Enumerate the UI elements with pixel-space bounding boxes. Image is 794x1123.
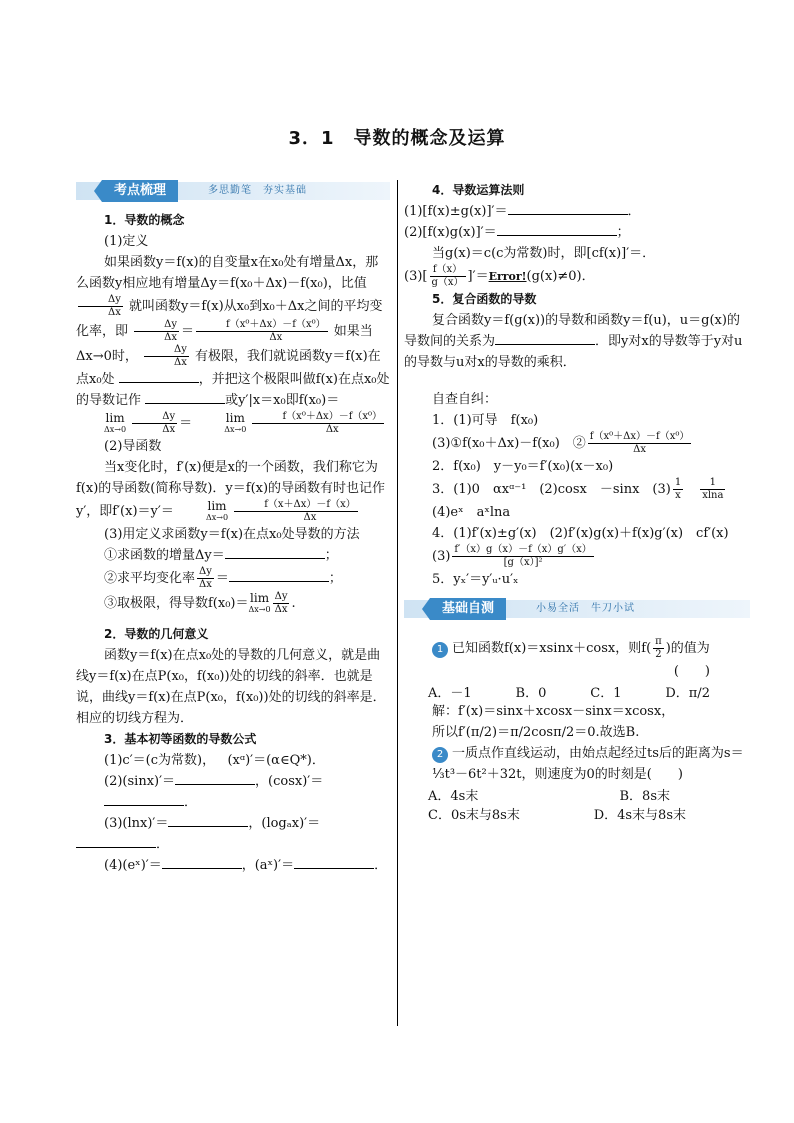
answer-3 — [404, 477, 750, 502]
quotient-fraction — [430, 264, 466, 289]
frac-den: Δx — [108, 307, 121, 318]
derived-function-text — [76, 457, 390, 524]
def-text-4: 有极限，我们就说函数y＝f(x)在点x₀处 — [76, 349, 381, 387]
method-step-3: ③取极限，得导数f(x₀)＝ lim Δx→0 $\frac{\Delta y}{\Delta x}$ . — [104, 590, 296, 615]
answer-4b — [404, 544, 750, 569]
frac-num: Δy — [199, 566, 212, 577]
question-2 — [404, 743, 750, 785]
method-step-2: ②求平均变化率 $\frac{\Delta y}{\Delta x}$ ＝ ； — [104, 566, 342, 590]
answer-text: (3)①f(x₀＋Δx)－f(x₀) ② — [432, 436, 586, 451]
def-text-2: 就叫函数y＝f(x)从x₀到x₀＋Δx之间的平均变化率，即 — [76, 299, 383, 339]
rule-text: (1)[f(x)±g(x)]′＝ — [404, 204, 508, 219]
answer-4: 4．(1)f′(x)±g′(x) (2)f′(x)g(x)＋f(x)g′(x) cf′(x) — [432, 526, 729, 541]
option-b[interactable]: B．0 — [515, 686, 547, 701]
question-number-badge: 2 — [432, 747, 448, 763]
answer-paren: ( ) — [673, 664, 710, 679]
formula-text: (2)(sinx)′＝ — [104, 774, 176, 789]
answer-3b: (4)eˣ aˣlna — [432, 505, 511, 520]
formula-row-2: (2)(sinx)′＝ ，(cosx)′＝． — [104, 774, 324, 810]
frac-num: 1 — [700, 477, 725, 490]
q1-solution-2: 所以f′(π/2)＝π/2cosπ/2＝0.故选B. — [432, 725, 640, 740]
eq-rhs-fraction — [196, 319, 328, 344]
lim-text: lim — [105, 410, 125, 425]
q2-options-row-1 — [404, 785, 750, 804]
heading-rules: 4．导数运算法则 — [432, 183, 525, 197]
option-c[interactable]: C．0s末与8s末 — [428, 808, 520, 823]
rule-text: ′＝ — [472, 269, 489, 284]
fill-blank[interactable] — [145, 391, 225, 404]
frac-num: Δy — [78, 294, 123, 307]
lim-sub: Δx→0 — [248, 604, 271, 614]
limit-symbol — [196, 412, 246, 436]
answer-1b — [404, 431, 750, 456]
heading-geometric-meaning: 2．导数的几何意义 — [104, 627, 209, 641]
q2-options-row-2 — [404, 804, 750, 823]
answer-text: (3) — [432, 549, 451, 564]
frac-num: 1 — [674, 477, 682, 488]
fill-blank[interactable] — [497, 223, 617, 236]
frac-den: Δx — [162, 424, 176, 435]
lim-text: lim — [250, 590, 270, 605]
limit-symbol — [76, 412, 126, 436]
lim-text: lim — [207, 498, 227, 513]
heading-composite: 5．复合函数的导数 — [432, 292, 537, 306]
check-title: 自查自纠： — [432, 392, 498, 407]
formula-text: (xᵅ)′＝(α∈Q*)． — [227, 753, 325, 768]
question-text: )的值为 — [665, 641, 710, 656]
limit-symbol — [178, 500, 228, 524]
rule-text: (g(x)≠0)． — [526, 269, 595, 284]
answer-fraction — [673, 477, 683, 502]
ratio-fraction-2 — [144, 344, 189, 369]
frac-num: f（x⁰＋Δx）－f（x⁰） — [589, 431, 690, 442]
fill-blank[interactable] — [508, 202, 628, 215]
fill-blank[interactable] — [225, 546, 325, 559]
frac-num: Δy — [134, 319, 179, 332]
formula-text: ，(aˣ)′＝ — [241, 858, 295, 873]
question-number-badge: 1 — [432, 642, 448, 658]
formula-row-4: (4)(eˣ)′＝ ，(aˣ)′＝ ． — [104, 858, 388, 873]
step-text: ②求平均变化率 — [104, 571, 196, 586]
page-title: 3．1 导数的概念及运算 — [288, 128, 506, 149]
frac-num: π — [655, 636, 662, 647]
ratio-fraction-3 — [132, 411, 177, 436]
derived-fraction — [234, 499, 358, 524]
answer-5: 5．yₓ′＝y′ᵤ·u′ₓ — [432, 572, 519, 587]
frac-den: g（x） — [431, 277, 464, 288]
fill-blank[interactable] — [495, 332, 595, 345]
answer-fraction — [452, 544, 593, 569]
frac-num: f（x） — [430, 264, 466, 277]
fill-blank[interactable] — [76, 835, 156, 848]
option-c[interactable]: C．1 — [590, 686, 622, 701]
rule-3: (3)[ $\frac{f(x)}{g(x)}$ ]′＝Error!(g(x)≠0)． — [404, 264, 595, 288]
frac-den: 2 — [655, 649, 662, 660]
frac-den: Δx — [274, 604, 288, 615]
step-text: ③取极限，得导数f(x₀)＝ — [104, 596, 249, 611]
option-b[interactable]: B．8s末 — [619, 789, 670, 804]
fill-blank[interactable] — [168, 814, 248, 827]
formula-row-3 — [76, 813, 390, 834]
subheading-method: (3)用定义求函数y＝f(x)在点x₀处导数的方法 — [104, 527, 360, 542]
derived-text: 当x变化时，f′(x)便是x的一个函数，我们称它为f(x)的导函数(简称导数)．y＝f(x)的导函数有时也记作y′，即f′(x)＝y′＝ — [76, 460, 386, 519]
heading-formulas: 3．基本初等函数的导数公式 — [104, 732, 257, 746]
frac-den: [g（x）]² — [503, 557, 543, 568]
q1-solution: 解：f′(x)＝sinx＋xcosx－sinx＝xcosx， — [432, 704, 675, 719]
frac-den: Δx — [174, 357, 187, 368]
ratio-fraction — [273, 591, 290, 616]
ratio-fraction — [78, 294, 123, 319]
frac-num: f′（x）g（x）－f（x）g′（x） — [454, 544, 592, 555]
rule-1: (1)[f(x)±g(x)]′＝ ． — [404, 204, 641, 219]
error-placeholder: Error! — [488, 270, 527, 283]
frac-den: Δx — [325, 424, 339, 435]
def-text-5: ，并把这个极限叫做f(x)在点x₀处的导数记作 — [76, 372, 390, 408]
fill-blank[interactable] — [162, 856, 242, 869]
lim-sub: Δx→0 — [224, 424, 247, 434]
def-text-6: 或y′|x＝x₀即f(x₀)＝ — [225, 393, 340, 408]
section-banner-jichu — [404, 598, 750, 620]
frac-den: Δx — [164, 332, 178, 343]
option-d[interactable]: D．4s末与8s末 — [593, 808, 686, 823]
lim-sub: Δx→0 — [104, 424, 127, 434]
banner-tag: 考点梳理 — [102, 180, 178, 202]
ratio-fraction — [197, 566, 214, 591]
question-1 — [404, 636, 750, 661]
frac-num: f（x⁰＋Δx）－f（x⁰） — [252, 411, 384, 424]
formula-row-3b: ． — [76, 834, 390, 855]
frac-num: f（x＋Δx）－f（x） — [234, 499, 358, 512]
frac-num: Δy — [274, 591, 288, 602]
fill-blank[interactable] — [175, 772, 255, 785]
formula-text: ，(cosx)′＝ — [255, 774, 324, 789]
rule-2b: 当g(x)＝c(c为常数)时，即[cf(x)]′＝． — [432, 246, 656, 261]
answer-fraction — [700, 477, 725, 502]
q1-options — [404, 682, 750, 701]
frac-den: Δx — [303, 512, 317, 523]
frac-num: f（x⁰＋Δx）－f（x⁰） — [196, 319, 328, 332]
fill-blank[interactable] — [229, 569, 329, 582]
composite-text-1: 复合函数y＝f(g(x))的导数和函数y＝f(u)，u＝g(x)的导数间的关系为 — [404, 313, 740, 349]
method-step-1: ①求函数的增量Δy＝ ； — [104, 548, 338, 563]
option-a[interactable]: A．4s末 — [428, 789, 479, 804]
limit-symbol — [249, 592, 271, 616]
formula-text: ，(logₐx)′＝ — [248, 816, 321, 831]
banner-motto: 小易全活 牛刀小试 — [536, 603, 635, 614]
answer-2: 2．f(x₀) y－y₀＝f′(x₀)(x－x₀) — [432, 459, 614, 474]
eq-rhs-fraction-2 — [252, 411, 384, 436]
step-text: ①求函数的增量Δy＝ — [104, 548, 225, 563]
heading-derivative-concept: 1．导数的概念 — [104, 213, 185, 227]
rule-text: (3) — [404, 269, 423, 284]
rule-2: (2)[f(x)g(x)]′＝ ； — [404, 225, 630, 240]
frac-den: Δx — [269, 332, 283, 343]
eq-lhs-fraction — [134, 319, 179, 344]
def-text-1: 如果函数y＝f(x)的自变量x在x₀处有增量Δx，那么函数y相应地有增量Δy＝f(x₀＋Δx)－f(x₀)，比值 — [76, 255, 379, 291]
banner-tag: 基础自测 — [430, 598, 506, 620]
lim-sub: Δx→0 — [205, 512, 229, 522]
question-text: 一质点作直线运动，由始点起经过ts后的距离为s＝⅓t³－6t²＋32t，则速度为0的时刻是( ) — [432, 746, 744, 782]
option-a[interactable]: A．－1 — [428, 686, 472, 701]
composite-text — [404, 310, 750, 373]
formula-text: (1)c′＝(c为常数)， — [104, 753, 216, 768]
left-column — [76, 180, 390, 876]
answer-text: 3．(1)0 αxᵅ⁻¹ (2)cosx －sinx (3) — [432, 482, 671, 497]
def-text-3: 如果当Δx→0时， — [76, 324, 373, 364]
formula-row-1 — [76, 750, 390, 771]
fill-blank[interactable] — [104, 793, 184, 806]
formula-text: (3)(lnx)′＝ — [104, 816, 169, 831]
rule-text: (2)[f(x)g(x)]′＝ — [404, 225, 497, 240]
definition-text: 如果函数y＝f(x)的自变量x在x₀处有增量Δx，那么函数y相应地有增量Δy＝f(x₀＋Δx)－f(x₀)，比值 $\frac{\Delta y}{\Delta x}$ 就叫函数y＝f(x)从x₀到x₀＋Δx之间的平均变化率，即 $\frac{\Delta y}{\Delta x}$ ＝ $\frac{\text{f（x⁰＋Δx）－f（x⁰）}}{\Delta x}$ 如果当Δx→0时， $\frac{\Delta y}{\Delta x}$ 有极限，我们就说函数y＝f(x)在点x₀处 ，并把这个极限叫做f(x)在点x₀处的导数记作 或y′|x＝x₀即f(x₀)＝ lim Δx→0 $\frac{\Delta y}{\Delta x}$ ＝ lim Δx→0 $\frac{\text{f（x⁰＋Δx）－f（x⁰）}}{\Delta x}$ — [76, 255, 390, 435]
composite-text-2: ．即y对x的导数等于y对u的导数与u对x的导数的乘积． — [404, 334, 743, 370]
frac-den: Δx — [633, 444, 647, 455]
column-divider — [397, 180, 398, 1026]
subheading-definition: (1)定义 — [104, 234, 149, 249]
lim-text: lim — [225, 410, 245, 425]
option-d[interactable]: D．π/2 — [665, 686, 710, 701]
section-banner-kaodian — [76, 180, 390, 202]
question-fraction — [653, 636, 664, 661]
subheading-derived-function: (2)导函数 — [104, 439, 162, 454]
rule-text: 当g(x)＝c(c为常数)时，即[cf(x)]′＝ — [432, 246, 643, 261]
fill-blank[interactable] — [119, 370, 199, 383]
question-text: 已知函数f(x)＝xsinx＋cosx，则f( — [452, 641, 652, 656]
frac-den: xlna — [702, 490, 724, 501]
answer-fraction — [588, 431, 692, 456]
frac-num: Δy — [144, 344, 189, 357]
frac-den: x — [675, 490, 681, 501]
formula-text: (4)(eˣ)′＝ — [104, 858, 162, 873]
frac-num: Δy — [132, 411, 177, 424]
right-column — [404, 180, 750, 823]
geometric-meaning-text: 函数y＝f(x)在点x₀处的导数的几何意义，就是曲线y＝f(x)在点P(x₀，f(x₀))处的切线的斜率．也就是说，曲线y＝f(x)在点P(x₀，f(x₀))处的切线的斜率是．相应的切线方程为． — [76, 648, 386, 726]
banner-motto: 多思勤笔 夯实基础 — [208, 185, 307, 196]
frac-den: Δx — [199, 579, 212, 590]
fill-blank[interactable] — [294, 856, 374, 869]
answer-1: 1．(1)可导 f(x₀) — [432, 413, 539, 428]
